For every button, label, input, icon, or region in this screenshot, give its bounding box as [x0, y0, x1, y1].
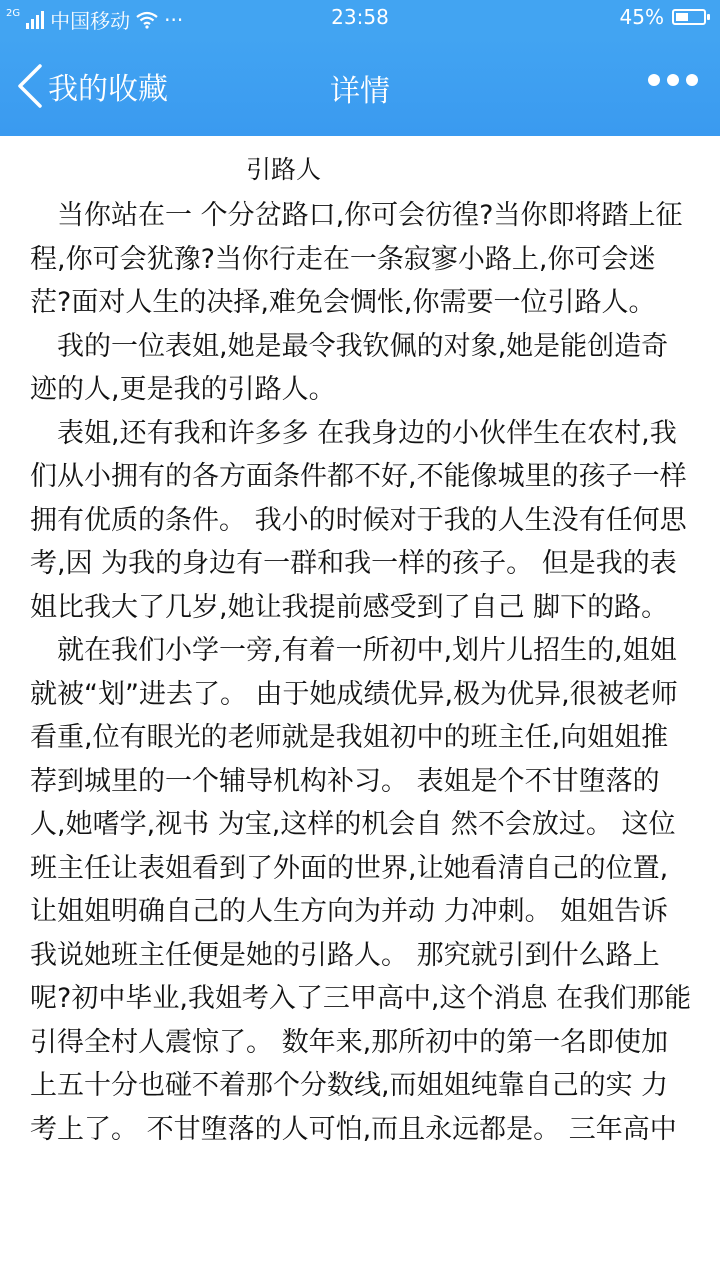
carrier-name: 中国移动	[50, 9, 131, 33]
article-paragraph: 我的一位表姐,她是最令我钦佩的对象,她是能创造奇迹的人,更是我的引路人。	[30, 330, 669, 405]
back-label: 我的收藏	[48, 72, 168, 107]
more-dots-icon	[648, 74, 660, 86]
status-more-dots: ···	[164, 7, 184, 32]
article-paragraph: 表姐,还有我和许多多 在我身边的小伙伴生在农村,我们从小拥有的各方面条件都不好,不能像城里的孩子一样拥有优质的条件。 我小的时候对于我的人生没有任何思考,因 为我的身边有一群和我一样的孩子。 但是我的表姐比我大了几岁,她让我提前感受到了自己 脚下的路。	[30, 417, 687, 623]
status-time: 23:58	[331, 5, 389, 29]
battery-level-fill	[676, 13, 688, 21]
battery-icon	[672, 9, 706, 25]
article-content[interactable]	[0, 136, 720, 1280]
more-button[interactable]	[648, 74, 698, 86]
back-button[interactable]	[16, 64, 168, 108]
article-paragraph: 就在我们小学一旁,有着一所初中,划片儿招生的,姐姐就被“划”进去了。 由于她成绩优异,极为优异,很被老师看重,位有眼光的老师就是我姐初中的班主任,向姐姐推荐到城里的一个辅导机构补习。 表姐是个不甘堕落的人,她嗜学,视书 为宝,这样的机会自 然不会放过。 这位班主任让表姐看到了外面的世界,让她看清自己的位置,让姐姐明确自己的人生方向为并动 力冲刺。 姐姐告诉我说她班主任便是她的引路人。 那究就引到什么路上呢?初中毕业,我姐考入了三甲高中,这个消息 在我们那能引得全村人震惊了。 数年来,那所初中的第一名即使加上五十分也碰不着那个分数线,而姐姐纯靠自己的实 力考上了。 不甘堕落的人可怕,而且永远都是。 三年高中	[30, 635, 692, 1145]
article-body	[30, 194, 694, 1151]
more-dot	[686, 74, 698, 86]
network-type: 2G	[6, 8, 21, 19]
article-paragraph: 当你站在一 个分岔路口,你可会彷徨?当你即将踏上征程,你可会犹豫?当你行走在一条寂寥小路上,你可会迷茫?面对人生的决择,难免会惆怅,你需要一位引路人。	[30, 200, 683, 318]
chevron-left-icon	[16, 64, 44, 108]
article-title: 引路人	[246, 155, 322, 184]
page-title: 详情	[330, 74, 390, 109]
nav-bar	[0, 36, 720, 136]
status-right	[620, 5, 706, 29]
more-dot	[667, 74, 679, 86]
battery-percent: 45%	[619, 5, 664, 29]
status-bar	[0, 0, 720, 36]
